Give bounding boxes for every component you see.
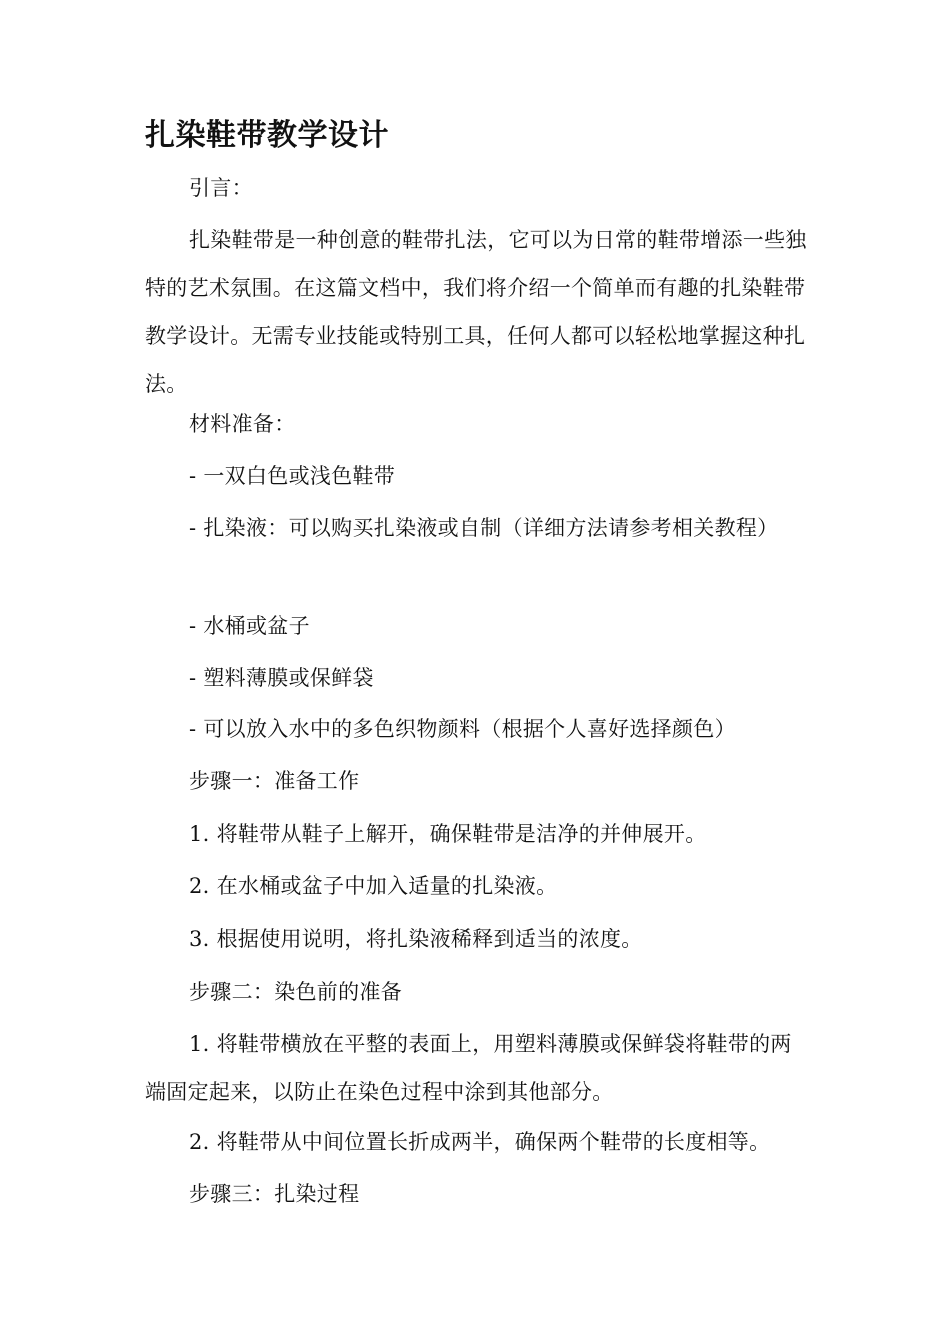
materials-item: - 塑料薄膜或保鲜袋 bbox=[189, 666, 374, 690]
step1-item: 1. 将鞋带从鞋子上解开，确保鞋带是洁净的并伸展开。 bbox=[189, 822, 707, 846]
materials-heading: 材料准备： bbox=[189, 412, 296, 436]
document-title: 扎染鞋带教学设计 bbox=[145, 118, 389, 153]
step2-item: 2. 将鞋带从中间位置长折成两半，确保两个鞋带的长度相等。 bbox=[189, 1130, 771, 1154]
intro-heading: 引言： bbox=[189, 176, 253, 200]
step1-item: 3. 根据使用说明，将扎染液稀释到适当的浓度。 bbox=[189, 927, 643, 951]
step1-item: 2. 在水桶或盆子中加入适量的扎染液。 bbox=[189, 874, 558, 898]
materials-item: - 一双白色或浅色鞋带 bbox=[189, 464, 396, 488]
step1-heading: 步骤一：准备工作 bbox=[189, 769, 360, 793]
step3-heading: 步骤三：扎染过程 bbox=[189, 1182, 360, 1206]
materials-item: - 可以放入水中的多色织物颜料（根据个人喜好选择颜色） bbox=[189, 717, 736, 741]
step2-item: 1. 将鞋带横放在平整的表面上，用塑料薄膜或保鲜袋将鞋带的两端固定起来，以防止在染色过程中涂到其他部分。 bbox=[145, 1032, 792, 1104]
materials-item: - 水桶或盆子 bbox=[189, 614, 310, 638]
step2-heading: 步骤二：染色前的准备 bbox=[189, 980, 402, 1004]
intro-paragraph: 扎染鞋带是一种创意的鞋带扎法，它可以为日常的鞋带增添一些独特的艺术氛围。在这篇文档中，我们将介绍一个简单而有趣的扎染鞋带教学设计。无需专业技能或特别工具，任何人都可以轻松地掌握这种扎法。 bbox=[145, 228, 807, 396]
materials-item: - 扎染液：可以购买扎染液或自制（详细方法请参考相关教程） bbox=[189, 516, 779, 540]
